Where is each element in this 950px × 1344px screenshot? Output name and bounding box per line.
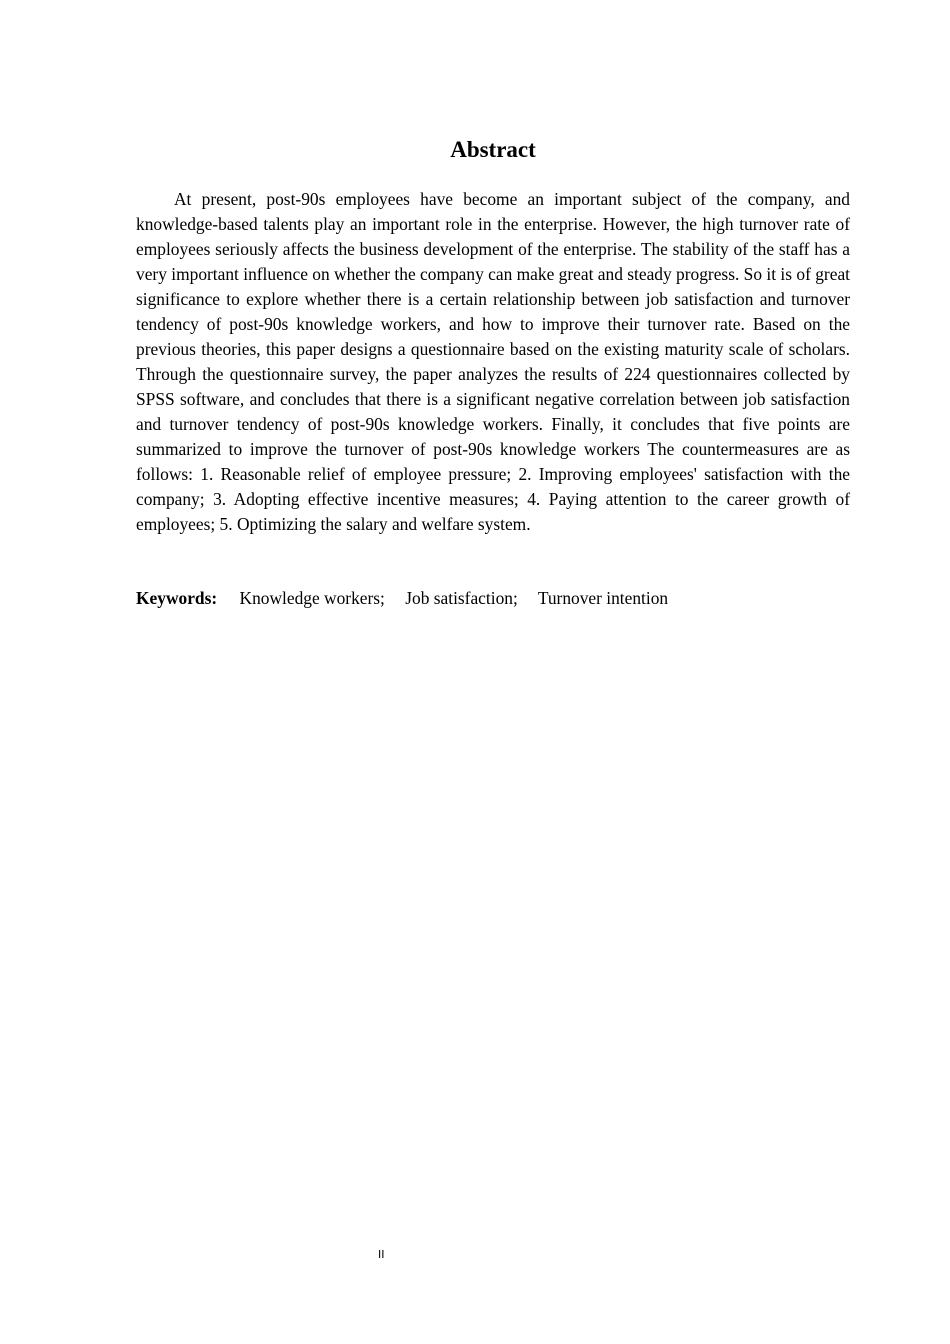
page-number: II — [378, 1248, 385, 1261]
abstract-title: Abstract — [450, 137, 536, 162]
abstract-paragraph: At present, post-90s employees have become an important subject of the company, and knowledge-based talents play an important role in the enterprise. However, the high turnover rate of employees seriously affects the business development of the enterprise. The stability of the staff has a very important influence on whether the company can make great and steady progress. So it is of great significance to explore whether there is a certain relationship between job satisfaction and turnover tendency of post-90s knowledge workers, and how to improve their turnover rate. Based on the previous theories, this paper designs a questionnaire based on the existing maturity scale of scholars. Through the questionnaire survey, the paper analyzes the results of 224 questionnaires collected by SPSS software, and concludes that there is a significant negative correlation between job satisfaction and turnover tendency of post-90s knowledge workers. Finally, it concludes that five points are summarized to improve the turnover of post-90s knowledge workers The countermeasures are as follows: 1. Reasonable relief of employee pressure; 2. Improving employees' satisfaction with the company; 3. Adopting effective incentive measures; 4. Paying attention to the career growth of employees; 5. Optimizing the salary and welfare system. — [136, 189, 850, 534]
keywords-label: Keywords: — [136, 588, 218, 608]
keyword-item: Turnover intention — [537, 588, 669, 608]
keyword-item: Job satisfaction; — [405, 588, 518, 608]
keywords-line — [136, 586, 850, 611]
keyword-item: Knowledge workers; — [239, 588, 385, 608]
